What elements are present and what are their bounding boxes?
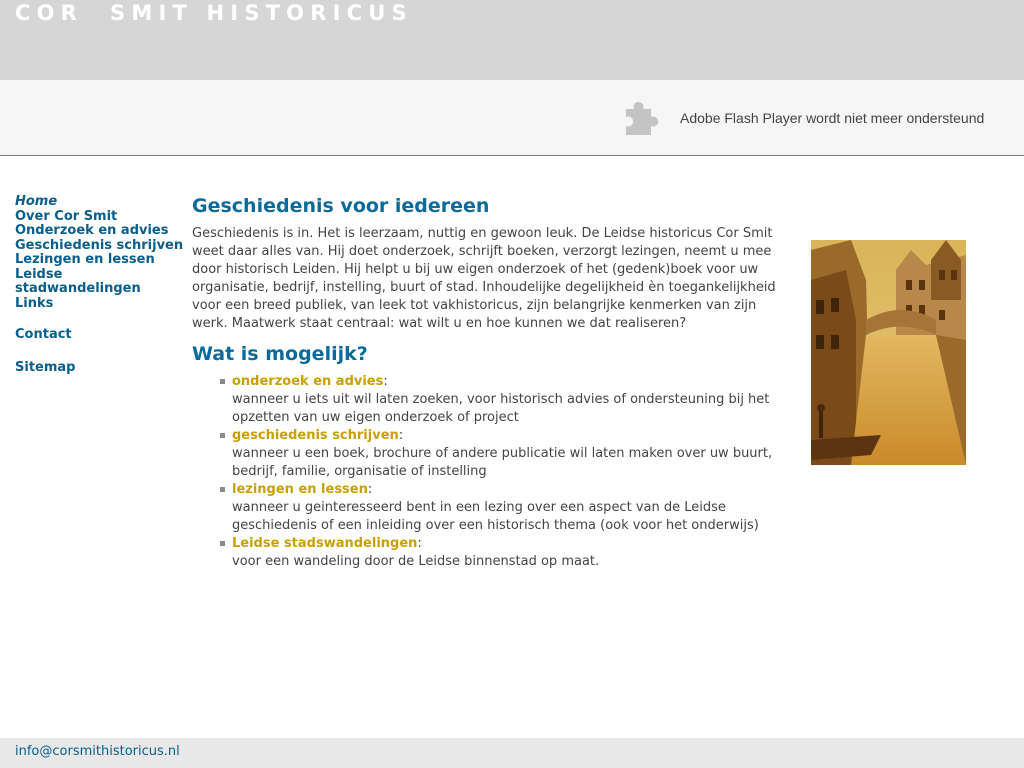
main-content (192, 194, 777, 571)
option-title: lezingen en lessen (232, 482, 368, 497)
list-item: Leidse stadswandelingen: voor een wandeling door de Leidse binnenstad op maat. (232, 535, 777, 571)
footer-email-link[interactable]: info@corsmithistoricus.nl (15, 744, 180, 759)
sidebar-nav (15, 195, 185, 375)
sidebar-item-sitemap[interactable]: Sitemap (15, 359, 76, 375)
sidebar-item-over-cor-smit[interactable]: Over Cor Smit (15, 208, 118, 224)
option-title: onderzoek en advies (232, 374, 384, 389)
puzzle-piece-icon (620, 95, 664, 139)
sidebar-item-contact[interactable]: Contact (15, 327, 72, 342)
site-footer (0, 738, 1024, 768)
sidebar-item-leidse-stadwandelingen[interactable]: Leidse stadwandelingen (15, 266, 141, 296)
site-title: COR SMIT HISTORICUS (15, 1, 413, 25)
flash-notice-bar (0, 80, 1024, 156)
option-description: wanneer u geinteresseerd bent in een lezing over een aspect van de Leidse geschiedenis of een inleiding over een historisch thema (ook voor het onderwijs) (232, 500, 759, 533)
bullet-icon (220, 379, 225, 384)
option-title: Leidse stadswandelingen (232, 536, 418, 551)
option-description: voor een wandeling door de Leidse binnenstad op maat. (232, 554, 600, 569)
bullet-icon (220, 433, 225, 438)
sidebar-item-home[interactable]: Home (15, 194, 58, 209)
sidebar-item-onderzoek-en-advies[interactable]: Onderzoek en advies (15, 223, 169, 238)
historic-canal-painting (811, 240, 966, 465)
list-item: onderzoek en advies: wanneer u iets uit wil laten zoeken, voor historisch advies of ondersteuning bij het opzetten van uw eigen onderzoek of project (232, 373, 777, 427)
option-description: wanneer u iets uit wil laten zoeken, voor historisch advies of ondersteuning bij het opzetten van uw eigen onderzoek of project (232, 392, 770, 425)
option-description: wanneer u een boek, brochure of andere publicatie wil laten maken over uw buurt, bedrijf, familie, organisatie of instelling (232, 446, 773, 479)
flash-unsupported-message: Adobe Flash Player wordt niet meer ondersteund (680, 110, 985, 126)
option-title: geschiedenis schrijven (232, 428, 399, 443)
list-item: geschiedenis schrijven: wanneer u een boek, brochure of andere publicatie wil laten maken over uw buurt, bedrijf, familie, organisatie of instelling (232, 427, 777, 481)
bullet-icon (220, 541, 225, 546)
list-item: lezingen en lessen: wanneer u geinteresseerd bent in een lezing over een aspect van de Leidse geschiedenis of een inleiding over een historisch thema (ook voor het onderwijs) (232, 481, 777, 535)
section-heading: Wat is mogelijk? (192, 343, 368, 365)
sidebar-spacer (15, 343, 185, 361)
intro-paragraph: Geschiedenis is in. Het is leerzaam, nuttig en gewoon leuk. De Leidse historicus Cor Smit weet daar alles van. Hij doet onderzoek, schrijft boeken, verzorgt lezingen, neemt u mee door historisch Leiden. Hij helpt u bij uw eigen onderzoek of het (gedenk)boek voor uw organisatie, bedrijf, instelling, buurt of stad. Inhoudelijke degelijkheid èn toegankelijkheid voor een breed publiek, van leek tot vakhistoricus, zijn belangrijke kenmerken van zijn werk. Maatwerk staat centraal: wat wilt u en hoe kunnen we dat realiseren? (192, 226, 776, 331)
sidebar-spacer (15, 311, 185, 328)
page-heading: Geschiedenis voor iedereen (192, 195, 490, 217)
bullet-icon (220, 487, 225, 492)
sidebar-item-links[interactable]: Links (15, 295, 54, 311)
site-header (0, 0, 1024, 80)
options-list (192, 373, 777, 571)
sidebar-item-lezingen-en-lessen[interactable]: Lezingen en lessen (15, 252, 155, 267)
sidebar-item-geschiedenis-schrijven[interactable]: Geschiedenis schrijven (15, 237, 184, 253)
